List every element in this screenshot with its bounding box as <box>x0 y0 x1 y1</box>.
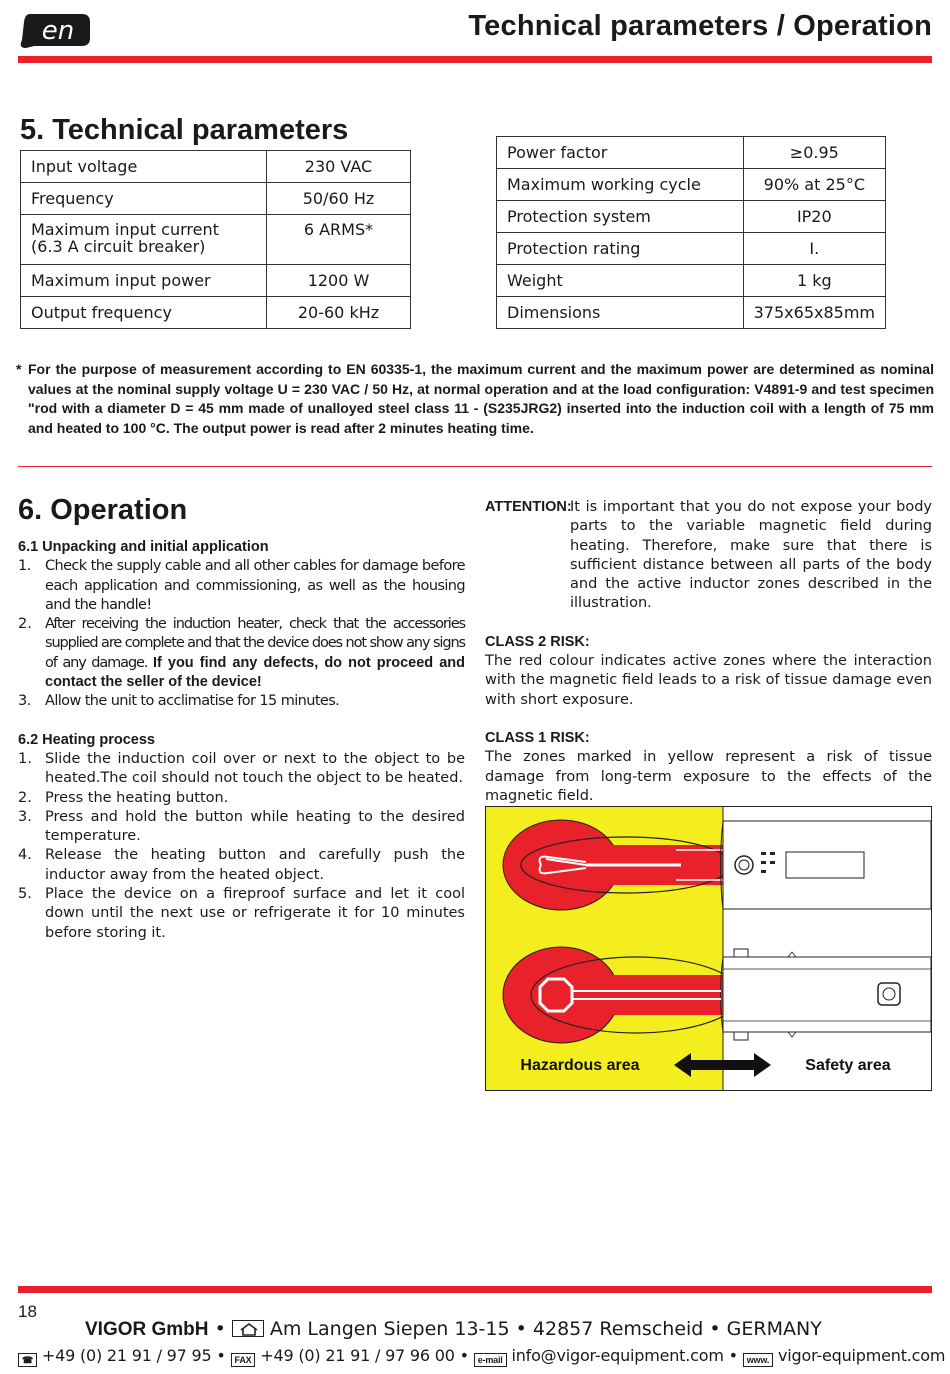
class2-risk-text: The red colour indicates active zones where the interaction with the magnetic field leads to a risk of tissue damage even with short exposure. <box>485 653 932 708</box>
param-label: Weight <box>497 265 744 297</box>
parameters-table-left <box>20 150 411 329</box>
param-value: I. <box>743 233 885 265</box>
separator: • <box>459 1346 469 1365</box>
param-value: 20-60 kHz <box>267 297 411 329</box>
step-number: 1. <box>18 750 32 767</box>
footnote-marker: * <box>16 361 22 377</box>
table-row <box>497 201 886 233</box>
separator: • <box>709 1318 721 1340</box>
list-item <box>18 750 465 789</box>
footer-address-line <box>85 1318 822 1341</box>
table-row <box>497 297 886 329</box>
param-value: 375x65x85mm <box>743 297 885 329</box>
param-label: Dimensions <box>497 297 744 329</box>
step-text: Allow the unit to acclimatise for 15 minutes. <box>45 693 340 710</box>
table-row <box>21 215 411 265</box>
class1-risk-title: CLASS 1 RISK: <box>485 729 590 746</box>
param-label: Power factor <box>497 137 744 169</box>
company-name: VIGOR GmbH <box>85 1319 209 1340</box>
param-value: 50/60 Hz <box>267 183 411 215</box>
fax-icon: FAX <box>231 1353 256 1367</box>
param-value: 6 ARMS* <box>267 215 411 265</box>
attention-notice <box>485 498 932 614</box>
list-item <box>18 615 465 692</box>
param-value: ≥0.95 <box>743 137 885 169</box>
class2-risk-title: CLASS 2 RISK: <box>485 633 590 650</box>
param-label: Protection rating <box>497 233 744 265</box>
step-number: 5. <box>18 886 32 903</box>
subsection-title-heating: 6.2 Heating process <box>18 731 155 748</box>
table-row <box>21 265 411 297</box>
step-text: Press and hold the button while heating to the desired temperature. <box>45 808 465 845</box>
list-item <box>18 885 465 943</box>
param-label: Maximum working cycle <box>497 169 744 201</box>
attention-label: ATTENTION: <box>485 499 572 515</box>
step-warning: If you find any defects, do not proceed and contact the seller of the device! <box>45 654 466 691</box>
param-label: Output frequency <box>21 297 267 329</box>
param-label: Maximum input power <box>21 265 267 297</box>
step-number: 1. <box>18 558 31 575</box>
operation-right-column <box>485 498 932 806</box>
step-text: After receiving the induction heater, check that the accessories supplied are complete and that the device does not show any signs of any damage. <box>45 616 465 671</box>
separator: • <box>216 1346 226 1365</box>
email-icon: e-mail <box>474 1353 507 1367</box>
step-number: 3. <box>18 693 31 710</box>
page-number: 18 <box>18 1302 37 1321</box>
table-row <box>497 169 886 201</box>
param-value: IP20 <box>743 201 885 233</box>
param-value: 230 VAC <box>267 151 411 183</box>
header-divider <box>18 56 932 63</box>
fax-number: +49 (0) 21 91 / 97 96 00 <box>260 1346 455 1365</box>
class1-risk-text: The zones marked in yellow represent a risk of tissue damage from long-term exposure to the effects of the magnetic field. <box>485 749 932 804</box>
param-label-line2: (6.3 A circuit breaker) <box>31 237 206 256</box>
heating-steps <box>18 750 465 943</box>
param-label: Input voltage <box>21 151 267 183</box>
table-row <box>21 183 411 215</box>
table-row <box>497 137 886 169</box>
page-header-title: Technical parameters / Operation <box>468 10 932 42</box>
step-text: Release the heating button and carefully push the inductor away from the heated object. <box>45 847 465 883</box>
footer-contact-line <box>18 1346 945 1367</box>
magnetic-field-zones-illustration <box>485 806 932 1091</box>
param-label-line1: Maximum input current <box>31 220 219 239</box>
param-value: 1 kg <box>743 265 885 297</box>
list-item <box>18 846 465 885</box>
param-label: Frequency <box>21 183 267 215</box>
language-badge <box>20 10 92 50</box>
list-item <box>18 789 465 808</box>
measurement-footnote <box>16 360 934 438</box>
list-item <box>18 808 465 847</box>
param-value: 90% at 25°C <box>743 169 885 201</box>
attention-text: It is important that you do not expose your body parts to the variable magnetic field during heating. Therefore, make sure that there is sufficient distance between all parts of the body and the active inductor zones described in the illustration. <box>570 499 932 612</box>
list-item <box>18 557 465 615</box>
step-text: Slide the induction coil over or next to the object to be heated.The coil should not touch the object to be heated. <box>45 750 465 787</box>
website[interactable]: vigor-equipment.com <box>778 1346 946 1365</box>
section-heading-operation: 6. Operation <box>18 494 188 526</box>
param-label: Protection system <box>497 201 744 233</box>
web-icon: www. <box>743 1353 773 1367</box>
param-label <box>21 215 267 265</box>
unpacking-steps <box>18 557 465 711</box>
step-number: 2. <box>18 789 32 806</box>
step-number: 3. <box>18 808 32 825</box>
table-row <box>21 297 411 329</box>
operation-left-column <box>18 538 465 943</box>
step-number: 4. <box>18 847 32 864</box>
phone-icon: ☎ <box>18 1353 37 1367</box>
table-row <box>21 151 411 183</box>
separator: • <box>214 1318 226 1340</box>
step-text: Press the heating button. <box>45 789 229 806</box>
language-code: en <box>41 16 75 46</box>
footer-divider <box>18 1286 932 1293</box>
step-text: Place the device on a fireproof surface and let it cool down until the next use or refrigerate it for 10 minutes before storing it. <box>45 886 465 941</box>
table-row <box>497 233 886 265</box>
section-divider <box>18 466 932 467</box>
subsection-title-unpacking: 6.1 Unpacking and initial application <box>18 539 269 555</box>
street-address: Am Langen Siepen 13-15 <box>269 1318 510 1340</box>
param-value: 1200 W <box>267 265 411 297</box>
email-address[interactable]: info@vigor-equipment.com <box>511 1346 724 1365</box>
separator: • <box>515 1318 527 1340</box>
safety-area-label: Safety area <box>805 1057 891 1074</box>
parameters-table-right <box>496 136 886 329</box>
phone-number: +49 (0) 21 91 / 97 95 <box>41 1346 212 1365</box>
section-heading-technical-parameters: 5. Technical parameters <box>20 114 349 146</box>
house-icon <box>232 1320 264 1337</box>
step-number: 2. <box>18 616 32 633</box>
separator: • <box>728 1346 738 1365</box>
country: GERMANY <box>726 1318 822 1340</box>
hazardous-area-label: Hazardous area <box>520 1057 640 1074</box>
list-item <box>18 692 465 711</box>
city: 42857 Remscheid <box>532 1318 704 1340</box>
step-text: Check the supply cable and all other cables for damage before each application and commissioning, as well as the housing and the handle! <box>45 558 465 613</box>
table-row <box>497 265 886 297</box>
footnote-text: For the purpose of measurement according to EN 60335-1, the maximum current and the maximum power are determined as nominal values at the nominal supply voltage U = 230 VAC / 50 Hz, at normal operation and at the load configuration: V4891-9 and test specimen "rod with a diameter D = 45 mm made of unalloyed steel class 11 - (S235JRG2) inserted into the induction coil with a length of 75 mm and heated to 100 °C. The output power is read after 2 minutes heating time. <box>28 361 934 436</box>
